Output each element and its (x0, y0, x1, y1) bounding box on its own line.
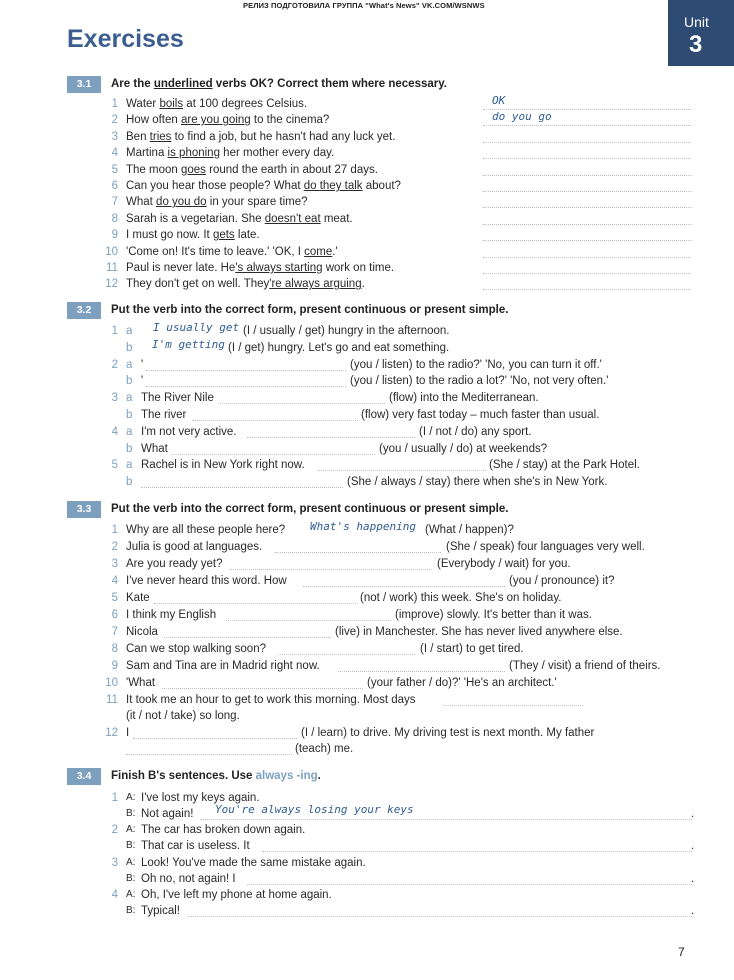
sentence-text: They don't get on well. They (126, 278, 270, 291)
underlined-verb: goes (180, 163, 206, 176)
item-number: 2 (111, 114, 118, 127)
speaker-b: B: (126, 904, 136, 916)
speaker-b-line: That car is useless. It (141, 840, 250, 853)
sentence (126, 130, 395, 144)
item-letter: a (126, 425, 133, 438)
item-number: 11 (106, 694, 118, 706)
verb-prompt: (They / visit) a friend of theirs. (509, 660, 661, 672)
underlined-verb: is phoning (167, 147, 220, 160)
sentence-text: to the cinema? (250, 114, 330, 127)
handwritten-answer: OK (492, 94, 506, 107)
unit-tab (668, 0, 734, 66)
speaker-b: B: (126, 872, 136, 884)
underlined-verb: gets (212, 229, 235, 242)
answer-line[interactable] (146, 369, 346, 371)
exercise-heading-3-1: Are the underlined verbs OK? Correct them where necessary. (111, 78, 447, 90)
item-number: 2 (111, 824, 118, 837)
sentence-text: to find a job, but he hasn't had any luck yet. (171, 130, 396, 143)
handwritten-answer: You're always losing your keys (215, 803, 414, 816)
prompt-text: I've never heard this word. How (126, 575, 287, 587)
underlined-verb: come (304, 245, 333, 258)
sentence-text: How often (126, 114, 181, 127)
answer-line[interactable] (154, 602, 356, 604)
answer-line[interactable] (133, 737, 297, 739)
item-number: 4 (111, 888, 118, 901)
answer-line[interactable] (483, 206, 691, 208)
answer-line[interactable] (278, 653, 415, 655)
answer-line[interactable] (200, 818, 692, 820)
sentence-text: 'Come on! It's time to leave.' 'OK, I (126, 245, 305, 258)
underlined-verb: do they talk (303, 180, 363, 192)
item-number: 11 (106, 262, 118, 274)
sentence (126, 179, 401, 193)
item-number: 1 (111, 792, 118, 804)
answer-line[interactable] (483, 141, 691, 143)
item-letter: b (126, 409, 133, 421)
item-letter: a (126, 459, 133, 472)
verb-prompt: (I / start) to get tired. (420, 643, 524, 655)
prompt-text: I'm not very active. (141, 425, 237, 438)
prompt-text: Are you ready yet? (126, 558, 223, 570)
answer-line[interactable] (483, 223, 691, 225)
answer-line[interactable] (483, 272, 691, 274)
prompt-text: ' (141, 358, 144, 371)
verb-prompt: (live) in Manchester. She has never lived anywhere else. (335, 626, 623, 638)
answer-line[interactable] (220, 402, 385, 404)
sentence (126, 261, 394, 275)
page-title: Exercises (67, 25, 184, 53)
item-letter: b (126, 442, 133, 455)
verb-prompt: (improve) slowly. It's better than it was. (395, 609, 592, 621)
sentence-text: in your spare time? (206, 196, 308, 209)
prompt-text: I (126, 727, 130, 739)
prompt-text: Why are all these people here? (126, 524, 286, 536)
sentence-text: I must go now. It (126, 229, 213, 242)
speaker-b: B: (126, 808, 136, 819)
answer-line[interactable] (262, 850, 692, 852)
sentence-end: . (691, 872, 695, 885)
answer-line[interactable] (338, 670, 505, 672)
verb-prompt: (you / pronounce) it? (509, 575, 615, 587)
answer-line[interactable] (483, 288, 691, 290)
speaker-a-line: Look! You've made the same mistake again. (141, 856, 366, 869)
speaker-a-line: Oh, I've left my phone at home again. (141, 888, 332, 901)
header-note: РЕЛИЗ ПОДГОТОВИЛА ГРУППА "What's News" VK.COM/WSNWS (243, 1, 485, 10)
exercise-badge-3-1: 3.1 (67, 76, 101, 93)
sentence (126, 195, 308, 209)
item-number: 12 (105, 278, 118, 291)
underlined-verb: boils (159, 98, 184, 110)
verb-prompt: (She / speak) four languages very well. (446, 541, 645, 553)
item-number: 7 (111, 626, 118, 638)
handwritten-answer: I'm getting (152, 337, 225, 351)
verb-prompt: (you / listen) to the radio?' 'No, you can turn it off.' (350, 358, 602, 371)
sentence (126, 277, 365, 291)
sentence-end: . (691, 904, 695, 917)
underlined-verb: doesn't eat (264, 212, 321, 225)
exercise-badge-3-2: 3.2 (67, 302, 101, 319)
handwritten-answer: do you go (492, 110, 552, 124)
item-letter: b (126, 341, 133, 354)
item-letter: b (126, 375, 133, 388)
verb-prompt: (She / always / stay) there when she's in New York. (347, 476, 608, 489)
sentence-text: Water (126, 98, 160, 110)
verb-prompt: (not / work) this week. She's on holiday. (360, 592, 562, 604)
sentence-text: round the earth in about 27 days. (205, 163, 378, 176)
exercise-badge-3-4: 3.4 (67, 768, 101, 785)
item-number: 5 (111, 459, 118, 472)
prompt-text: It took me an hour to get to work this morning. Most days (126, 694, 416, 706)
sentence-text: .' (332, 245, 338, 258)
prompt-text: Sam and Tina are in Madrid right now. (126, 660, 320, 672)
answer-line[interactable] (172, 453, 375, 455)
item-number: 6 (111, 180, 118, 192)
item-number: 1 (111, 98, 118, 110)
speaker-b: B: (126, 840, 136, 852)
verb-prompt: (you / listen) to the radio a lot?' 'No, not very often.' (350, 375, 609, 388)
item-number: 4 (111, 575, 118, 587)
sentence-text: Sarah is a vegetarian. She (126, 212, 265, 225)
item-number: 8 (111, 212, 118, 225)
verb-prompt: (I / learn) to drive. My driving test is next month. My father (301, 727, 595, 739)
item-letter: b (126, 476, 133, 489)
exercise-badge-3-3: 3.3 (67, 501, 101, 518)
underlined-verb: do you do (156, 196, 207, 209)
prompt-text: Julia is good at languages. (126, 541, 263, 553)
sentence-text: Martina (126, 147, 168, 160)
item-number: 1 (111, 524, 118, 536)
exercise-heading-3-4: Finish B's sentences. Use always -ing. (111, 770, 321, 782)
prompt-text: I think my English (126, 609, 217, 621)
sentence-text: Ben (126, 130, 150, 143)
answer-line[interactable] (483, 239, 691, 241)
item-number: 9 (111, 660, 118, 672)
handwritten-answer: I usually get (153, 321, 240, 334)
prompt-text: The River Nile (141, 392, 214, 405)
item-number: 3 (111, 392, 118, 405)
item-number: 12 (105, 727, 118, 739)
item-number: 10 (105, 245, 118, 258)
item-number: 5 (111, 163, 118, 176)
sentence-text: What (126, 196, 157, 209)
sentence (126, 113, 329, 127)
answer-line[interactable] (141, 486, 343, 488)
item-number: 3 (111, 130, 118, 143)
answer-line[interactable] (164, 636, 331, 638)
sentence (126, 163, 378, 177)
answer-line[interactable] (229, 568, 432, 570)
item-number: 1 (111, 325, 118, 337)
item-number: 2 (111, 358, 118, 371)
speaker-a: A: (126, 888, 136, 900)
speaker-a: A: (126, 792, 136, 803)
item-letter: a (126, 392, 133, 405)
speaker-b-line: Oh no, not again! I (141, 872, 236, 885)
handwritten-answer: What's happening (310, 520, 416, 533)
answer-line[interactable] (483, 256, 691, 258)
item-number: 4 (111, 147, 118, 160)
speaker-a: A: (126, 824, 136, 836)
answer-line[interactable] (247, 883, 692, 885)
item-number: 5 (111, 592, 118, 604)
prompt-text: ' (141, 375, 144, 388)
answer-line[interactable] (317, 469, 486, 471)
item-number: 3 (111, 558, 118, 570)
item-number: 9 (111, 229, 118, 242)
sentence-text: The moon (126, 163, 181, 176)
item-number: 6 (111, 609, 118, 621)
speaker-b-line: Typical! (141, 904, 180, 917)
verb-prompt: (I / not / do) any sport. (419, 425, 532, 438)
answer-line[interactable] (275, 551, 441, 553)
speaker-a: A: (126, 856, 136, 868)
verb-prompt: (What / happen)? (425, 524, 514, 536)
answer-line[interactable] (483, 174, 691, 176)
verb-prompt: (I / get) hungry. Let's go and eat something. (228, 341, 450, 354)
page-number: 7 (678, 945, 685, 959)
item-number: 2 (111, 541, 118, 553)
sentence (126, 212, 353, 226)
verb-prompt: (I / usually / get) hungry in the afternoon. (243, 325, 450, 337)
item-number: 3 (111, 856, 118, 869)
answer-line[interactable] (444, 704, 583, 706)
answer-line[interactable] (483, 190, 691, 192)
prompt-text: Rachel is in New York right now. (141, 459, 305, 472)
sentence-text: meat. (320, 212, 353, 225)
sentence (126, 228, 260, 242)
prompt-text: Nicola (126, 626, 158, 638)
speaker-a-line: I've lost my keys again. (141, 792, 260, 804)
sentence-text: Paul is never late. He (126, 262, 236, 274)
sentence-end: . (691, 808, 695, 820)
answer-line[interactable] (188, 915, 692, 917)
answer-line[interactable] (192, 419, 358, 421)
prompt-text: Kate (126, 592, 150, 604)
unit-number: 3 (689, 31, 703, 58)
underlined-verb: tries (149, 130, 172, 143)
answer-line[interactable] (126, 753, 292, 755)
answer-line[interactable] (146, 385, 346, 387)
underlined-verb: 're always arguing (269, 278, 362, 291)
verb-prompt: (flow) very fast today – much faster than usual. (361, 409, 600, 421)
prompt-text: What (141, 442, 168, 455)
item-number: 10 (105, 677, 118, 689)
answer-line[interactable] (483, 124, 691, 126)
item-number: 8 (111, 643, 118, 655)
answer-line[interactable] (303, 585, 505, 587)
answer-line[interactable] (226, 619, 391, 621)
unit-label: Unit (684, 14, 709, 30)
sentence-text: her mother every day. (219, 147, 335, 160)
answer-line[interactable] (162, 687, 363, 689)
sentence-text: late. (234, 229, 260, 242)
speaker-b-line: Not again! (141, 808, 194, 820)
sentence-text: at 100 degrees Celsius. (183, 98, 308, 110)
prompt-text: 'What (126, 677, 156, 689)
exercise-heading-3-3: Put the verb into the correct form, present continuous or present simple. (111, 503, 509, 515)
verb-prompt: (flow) into the Mediterranean. (389, 392, 539, 405)
underlined-verb: 's always starting (235, 262, 323, 274)
verb-prompt: (teach) me. (295, 743, 354, 755)
sentence-text: Can you hear those people? What (126, 180, 304, 192)
prompt-text: (it / not / take) so long. (126, 710, 240, 722)
sentence-end: . (691, 840, 695, 853)
sentence (126, 97, 307, 111)
sentence-text: about? (362, 180, 401, 192)
item-letter: a (126, 325, 133, 337)
sentence-text: . (361, 278, 365, 291)
exercise-heading-3-2: Put the verb into the correct form, present continuous or present simple. (111, 304, 509, 316)
prompt-text: The river (141, 409, 187, 421)
verb-prompt: (She / stay) at the Park Hotel. (489, 459, 640, 472)
verb-prompt: (your father / do)?' 'He's an architect.' (367, 677, 557, 689)
answer-line[interactable] (247, 436, 415, 438)
item-letter: a (126, 358, 133, 371)
speaker-a-line: The car has broken down again. (141, 824, 306, 837)
prompt-text: Can we stop walking soon? (126, 643, 266, 655)
underlined-verb: are you going (180, 114, 251, 127)
answer-line[interactable] (483, 157, 691, 159)
item-number: 7 (111, 196, 118, 209)
verb-prompt: (you / usually / do) at weekends? (379, 442, 548, 455)
sentence (126, 245, 338, 259)
verb-prompt: (Everybody / wait) for you. (437, 558, 571, 570)
sentence-text: work on time. (322, 262, 395, 274)
item-number: 4 (111, 425, 118, 438)
sentence (126, 146, 334, 160)
